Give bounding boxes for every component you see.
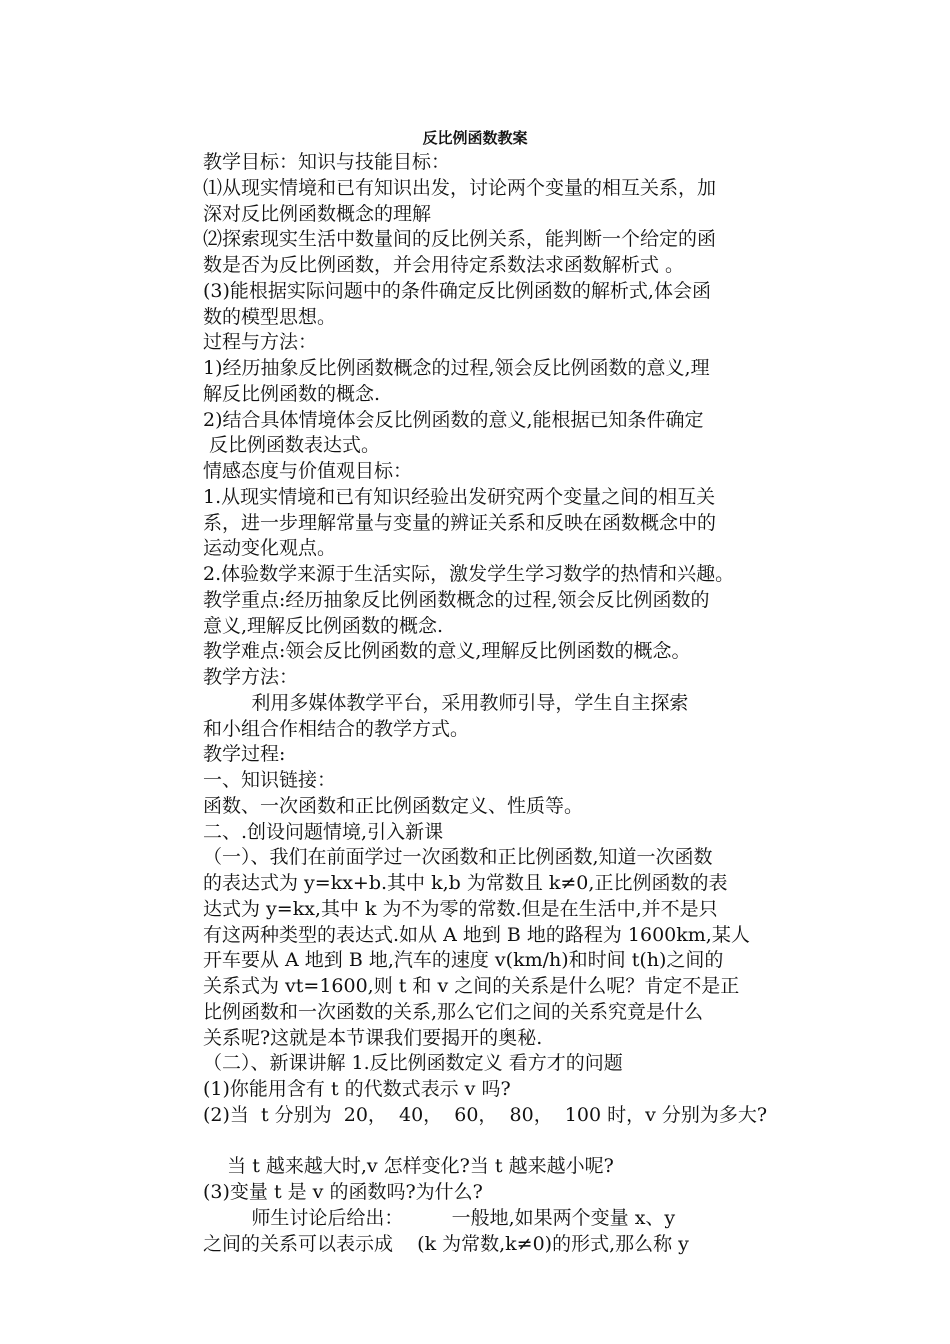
text-line: 数的模型思想。	[203, 305, 337, 328]
text-line: 函数、一次函数和正比例函数定义、性质等。	[203, 794, 584, 817]
text-line: 运动变化观点。	[203, 537, 337, 560]
text-line: 关系式为 vt=1600,则 t 和 v 之间的关系是什么呢？肯定不是正	[203, 975, 740, 997]
text-line: 系，进一步理解常量与变量的辨证关系和反映在函数概念中的	[203, 511, 717, 534]
text-line: (3)能根据实际问题中的条件确定反比例函数的解析式,体会函	[203, 279, 711, 302]
text-line: 教学目标：知识与技能目标：	[203, 151, 451, 173]
text-line: 达式为 y=kx,其中 k 为不为零的常数.但是在生活中,并不是只	[203, 897, 718, 920]
text-line: 比例函数和一次函数的关系,那么它们之间的关系究竟是什么	[203, 1000, 704, 1023]
text-line: 意义,理解反比例函数的概念.	[203, 614, 444, 637]
text-line: 1)经历抽象反比例函数概念的过程,领会反比例函数的意义,理	[203, 357, 710, 379]
text-line: 情感态度与价值观目标：	[203, 460, 413, 482]
text-line: 教学方法：	[203, 666, 299, 688]
text-line: (1)你能用含有 t 的代数式表示 v 吗?	[203, 1078, 511, 1100]
text-line: 当 t 越来越大时,v 怎样变化?当 t 越来越小呢?	[203, 1155, 614, 1178]
text-line: 利用多媒体教学平台，采用教师引导，学生自主探索	[203, 691, 689, 714]
text-line: 教学过程:	[203, 743, 286, 766]
text-line: (3)变量 t 是 v 的函数吗?为什么?	[203, 1181, 483, 1203]
text-line: ⑴从现实情境和已有知识出发，讨论两个变量的相互关系，加	[203, 176, 717, 199]
text-line: 教学难点:领会反比例函数的意义,理解反比例函数的概念。	[203, 640, 691, 663]
text-line: ⑵探索现实生活中数量间的反比例关系，能判断一个给定的函	[203, 228, 717, 251]
text-line: 过程与方法：	[203, 331, 318, 354]
document-title: 反比例函数教案	[422, 129, 528, 147]
text-line: 解反比例函数的概念.	[203, 382, 381, 405]
text-line: 开车要从 A 地到 B 地,汽车的速度 v(km/h)和时间 t(h)之间的	[203, 949, 724, 972]
text-line: 关系呢?这就是本节课我们要揭开的奥秘.	[203, 1026, 543, 1049]
text-line: 的表达式为 y=kx+b.其中 k,b 为常数且 k≠0,正比例函数的表	[203, 872, 728, 894]
text-line: 有这两种类型的表达式.如从 A 地到 B 地的路程为 1600km,某人	[203, 923, 750, 946]
text-line: 数是否为反比例函数，并会用待定系数法求函数解析式 。	[203, 254, 685, 276]
text-line: 反比例函数表达式。	[203, 434, 381, 457]
text-line: （一）、我们在前面学过一次函数和正比例函数,知道一次函数	[203, 846, 713, 869]
text-line: 2)结合具体情境体会反比例函数的意义,能根据已知条件确定	[203, 408, 704, 431]
document-body	[203, 150, 828, 1257]
text-line: 师生讨论后给出： 一般地,如果两个变量 x、y	[203, 1206, 676, 1229]
blank-line	[203, 1129, 828, 1155]
text-line: 教学重点:经历抽象反比例函数概念的过程,领会反比例函数的	[203, 588, 710, 611]
text-line: (2)当 t 分别为 20， 40， 60， 80， 100 时，v 分别为多大?	[203, 1103, 768, 1126]
text-line: 二、.创设问题情境,引入新课	[203, 820, 444, 843]
text-line: 一、知识链接：	[203, 769, 337, 791]
text-line: 1.从现实情境和已有知识经验出发研究两个变量之间的相互关	[203, 485, 716, 508]
text-line: 2.体验数学来源于生活实际，激发学生学习数学的热情和兴趣。	[203, 563, 735, 585]
text-line: 之间的关系可以表示成 (k 为常数,k≠0)的形式,那么称 y	[203, 1232, 689, 1255]
text-line: 和小组合作相结合的教学方式。	[203, 717, 470, 740]
text-line: （二）、新课讲解 1.反比例函数定义 看方才的问题	[203, 1052, 623, 1075]
text-line: 深对反比例函数概念的理解	[203, 202, 432, 225]
